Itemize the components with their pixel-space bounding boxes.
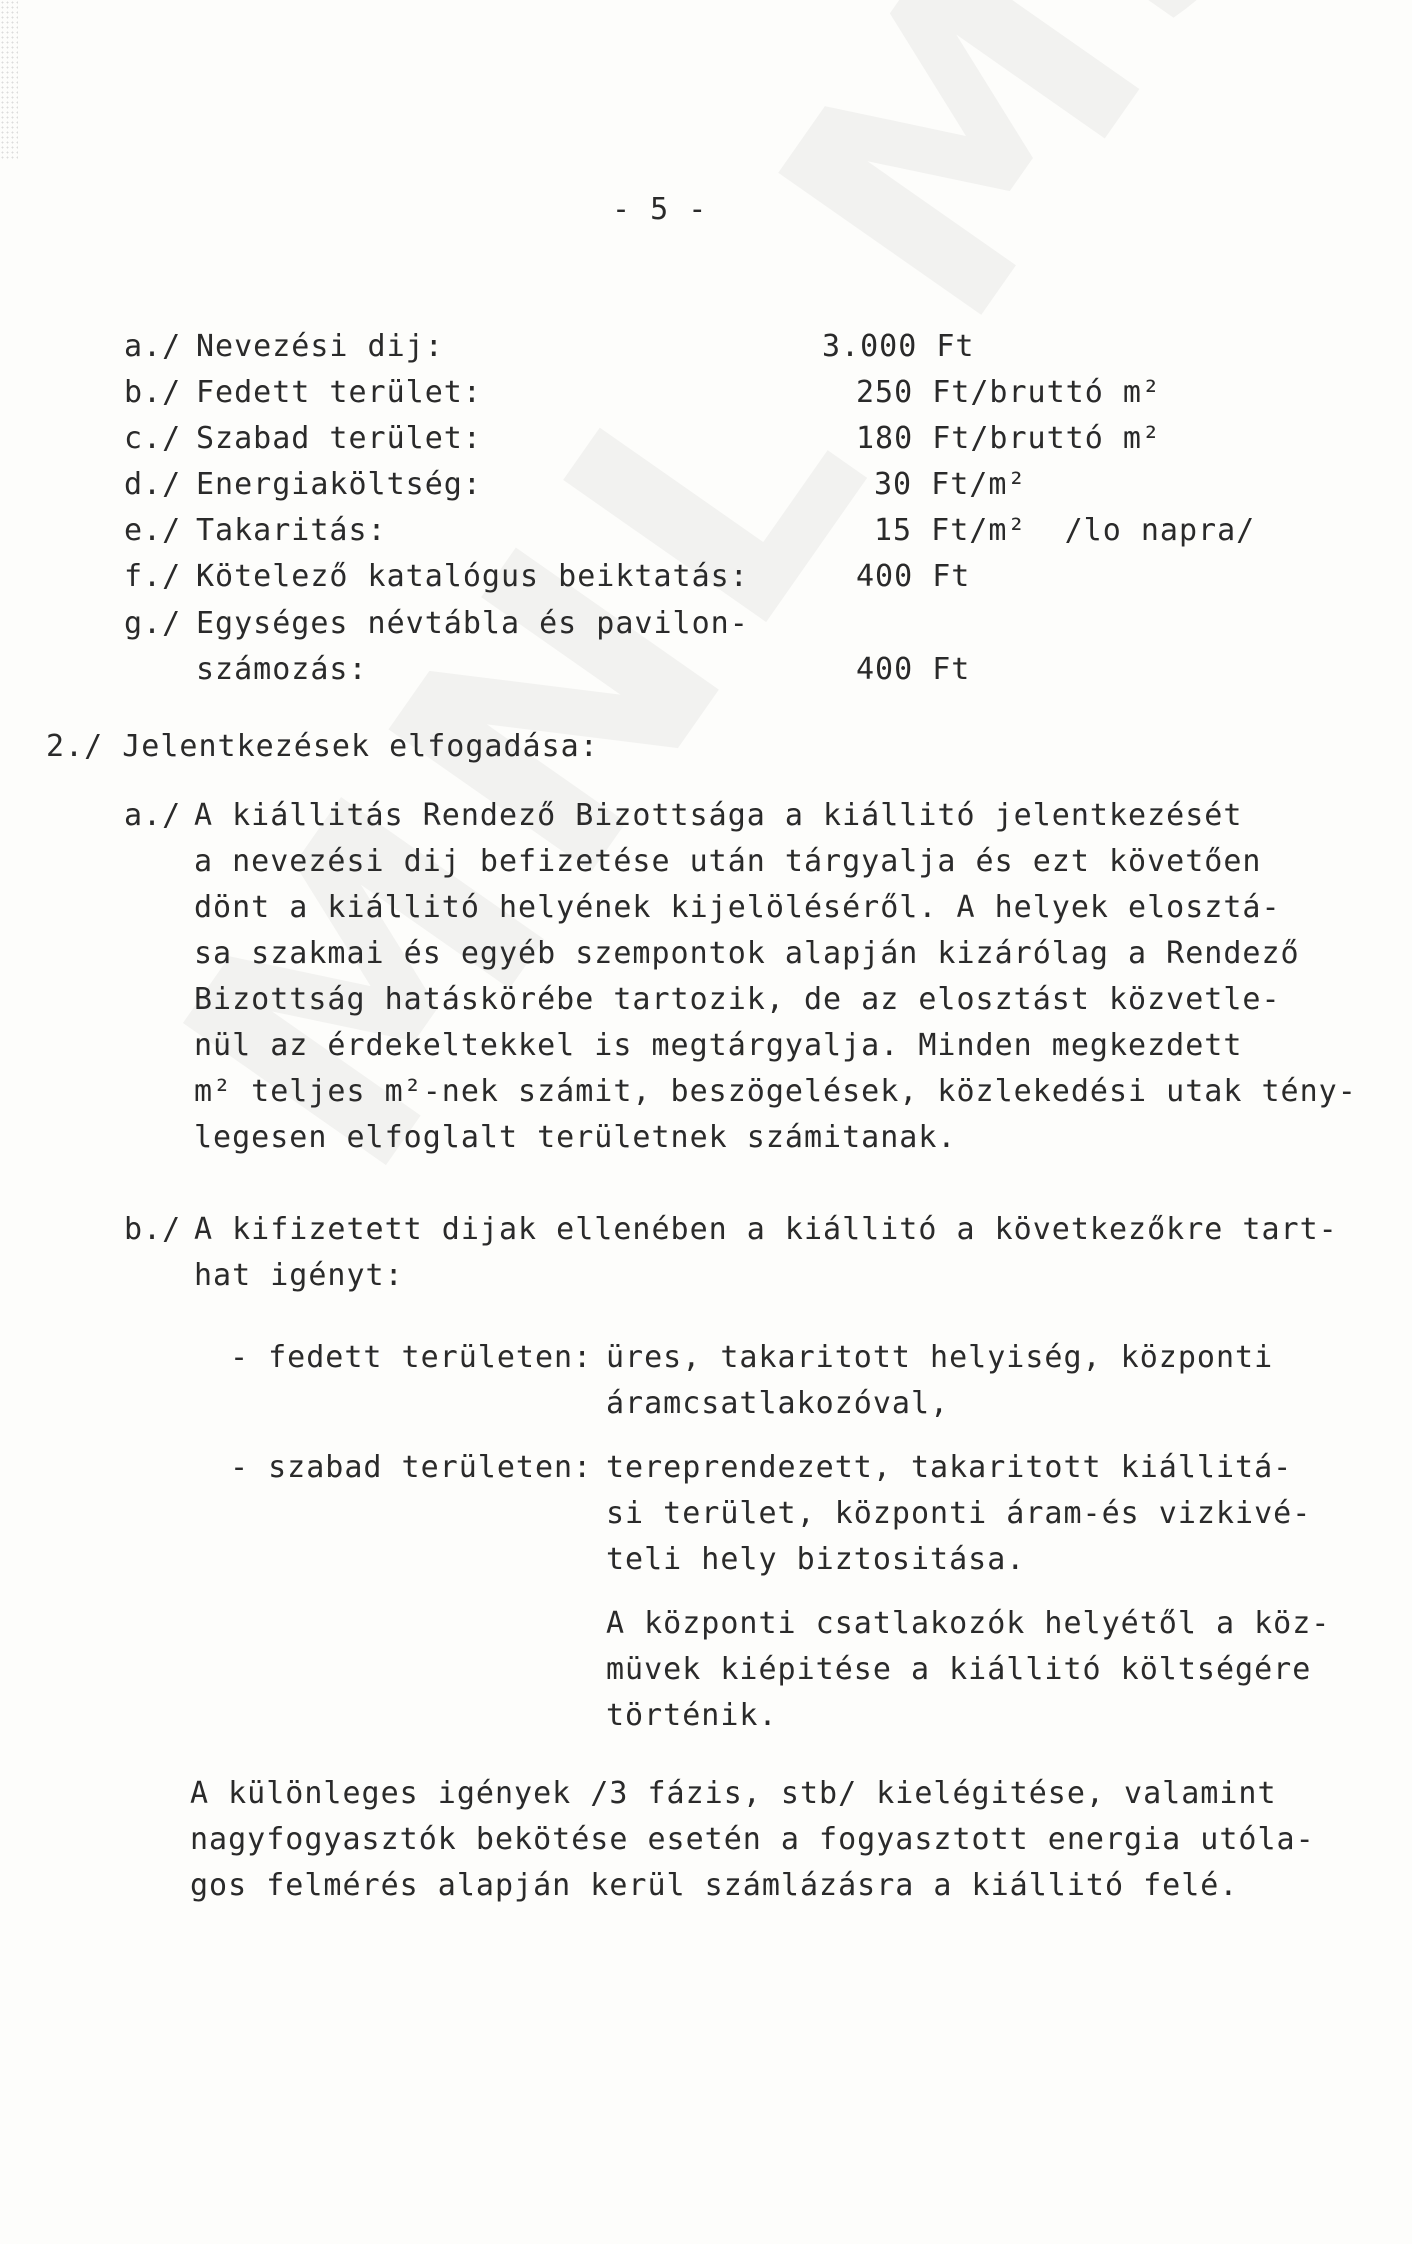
paragraph-letter: b./ xyxy=(124,1212,182,1247)
page-number: - 5 - xyxy=(612,192,708,227)
fee-letter: f./ xyxy=(124,559,182,594)
paragraph-line: sa szakmai és egyéb szempontok alapján kizárólag a Rendező xyxy=(194,936,1300,971)
fee-value: 400 Ft xyxy=(856,559,971,594)
paragraph-line: dönt a kiállitó helyének kijelöléséről. A helyek elosztá- xyxy=(194,890,1281,925)
fee-label: Fedett terület: xyxy=(196,375,482,410)
closing-line: gos felmérés alapján kerül számlázásra a kiállitó felé. xyxy=(190,1868,1239,1903)
paragraph-line: A kiállitás Rendező Bizottsága a kiállitó jelentkezését xyxy=(194,798,1243,833)
paragraph-letter: a./ xyxy=(124,798,182,833)
item-line: si terület, központi áram-és vizkivé- xyxy=(606,1496,1312,1531)
scan-edge-noise xyxy=(0,0,18,160)
fee-letter: c./ xyxy=(124,421,182,456)
paragraph-line: legesen elfoglalt területnek számitanak. xyxy=(194,1120,957,1155)
fee-letter: b./ xyxy=(124,375,182,410)
closing-line: A különleges igények /3 fázis, stb/ kielégitése, valamint xyxy=(190,1776,1277,1811)
paragraph-line: nül az érdekeltekkel is megtárgyalja. Minden megkezdett xyxy=(194,1028,1243,1063)
item-line: áramcsatlakozóval, xyxy=(606,1386,950,1421)
item-line: tereprendezett, takaritott kiállitá- xyxy=(606,1450,1293,1485)
note-line: müvek kiépitése a kiállitó költségére xyxy=(606,1652,1312,1687)
note-line: A központi csatlakozók helyétől a köz- xyxy=(606,1606,1331,1641)
fee-letter: g./ xyxy=(124,606,182,641)
section-heading: 2./ Jelentkezések elfogadása: xyxy=(46,729,599,764)
fee-label: Kötelező katalógus beiktatás: xyxy=(196,559,749,594)
note-line: történik. xyxy=(606,1698,778,1733)
fee-label: Energiaköltség: xyxy=(196,467,482,502)
fee-label: Egységes névtábla és pavilon- xyxy=(196,606,749,641)
paragraph-line: m² teljes m²-nek számit, beszögelések, közlekedési utak tény- xyxy=(194,1074,1357,1109)
fee-value: 3.000 Ft xyxy=(822,329,975,364)
item-label: - szabad területen: xyxy=(230,1450,593,1485)
fee-letter: d./ xyxy=(124,467,182,502)
fee-letter: e./ xyxy=(124,513,182,548)
fee-value: 180 Ft/bruttó m² xyxy=(856,421,1161,456)
closing-line: nagyfogyasztók bekötése esetén a fogyasztott energia utóla- xyxy=(190,1822,1315,1857)
fee-value: 15 Ft/m² /lo napra/ xyxy=(874,513,1256,548)
paragraph-line: Bizottság hatáskörébe tartozik, de az elosztást közvetle- xyxy=(194,982,1281,1017)
item-line: üres, takaritott helyiség, központi xyxy=(606,1340,1274,1375)
paragraph-line: hat igényt: xyxy=(194,1258,404,1293)
fee-letter: a./ xyxy=(124,329,182,364)
fee-value: 400 Ft xyxy=(856,652,971,687)
fee-label: Takaritás: xyxy=(196,513,387,548)
fee-label: Nevezési dij: xyxy=(196,329,444,364)
item-line: teli hely biztositása. xyxy=(606,1542,1026,1577)
fee-label-continuation: számozás: xyxy=(196,652,368,687)
fee-value: 30 Ft/m² xyxy=(874,467,1027,502)
fee-value: 250 Ft/bruttó m² xyxy=(856,375,1161,410)
fee-label: Szabad terület: xyxy=(196,421,482,456)
paragraph-line: a nevezési dij befizetése után tárgyalja és ezt követően xyxy=(194,844,1262,879)
item-label: - fedett területen: xyxy=(230,1340,593,1375)
paragraph-line: A kifizetett dijak ellenében a kiállitó a következőkre tart- xyxy=(194,1212,1338,1247)
